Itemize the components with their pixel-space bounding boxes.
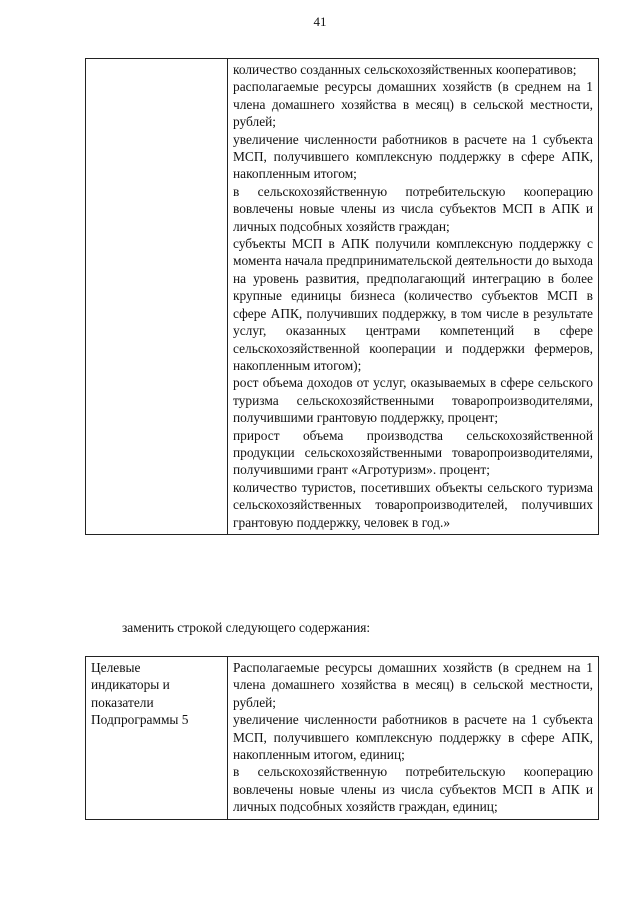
indicator-item: количество созданных сельскохозяйственных кооперативов;: [233, 62, 577, 77]
indicators-table-new: [85, 656, 599, 820]
indicator-item: количество туристов, посетивших объекты сельского туризма сельскохозяйственных товаропроизводителей, получивших грантовую поддержку, человек в год.»: [233, 479, 593, 530]
table-row: [86, 59, 599, 535]
row-heading-line: Целевые: [91, 660, 141, 675]
indicator-item: в сельскохозяйственную потребительскую кооперацию вовлечены новые члены из числа субъектов МСП в АПК и личных подсобных хозяйств граждан, единиц;: [233, 764, 593, 815]
page-number: 41: [313, 14, 327, 29]
table-right-cell: [228, 657, 599, 820]
indicators-table-old: [85, 58, 599, 535]
row-heading-line: индикаторы и: [91, 677, 170, 693]
indicator-item: рост объема доходов от услуг, оказываемых в сфере сельского туризма сельскохозяйственными товаропроизводителями, получившими грантовую поддержку, процент;: [233, 375, 593, 426]
indicator-item: субъекты МСП в АПК получили комплексную поддержку с момента начала предпринимательской деятельности до выхода на уровень развития, предполагающий интеграцию в более крупные единицы бизнеса (количество субъектов МСП в сфере АПК, получивших поддержку, в том числе в результате услуг, оказанных центрами компетенций в сфере сельскохозяйственной кооперации и поддержки фермеров, накопленным итогом);: [233, 236, 593, 373]
indicator-item: располагаемые ресурсы домашних хозяйств (в среднем на 1 члена домашнего хозяйства в месяц) в сельской местности, рублей;: [233, 79, 593, 130]
indicator-item: Располагаемые ресурсы домашних хозяйств (в среднем на 1 члена домашнего хозяйства в месяц) в сельской местности, рублей;: [233, 660, 593, 710]
indicator-item: увеличение численности работников в расчете на 1 субъекта МСП, получившего комплексную поддержку в сфере АПК, накопленным итогом;: [233, 131, 593, 182]
row-heading-line: показатели: [91, 694, 154, 710]
table-right-cell: [228, 59, 599, 535]
table-left-cell: [86, 59, 228, 535]
table-row: [86, 657, 599, 820]
indicator-item: увеличение численности работников в расчете на 1 субъекта МСП, получившего комплексную поддержку в сфере АПК, накопленным итогом, единиц;: [233, 712, 593, 763]
row-heading-line: Подпрограммы 5: [91, 712, 189, 728]
replacement-instruction: заменить строкой следующего содержания:: [122, 620, 371, 635]
indicator-item: в сельскохозяйственную потребительскую кооперацию вовлечены новые члены из числа субъектов МСП в АПК и личных подсобных хозяйств граждан;: [233, 183, 593, 234]
indicator-item: прирост объема производства сельскохозяйственной продукции сельскохозяйственными товаропроизводителями, получившими грант «Агротуризм». процент;: [233, 427, 593, 478]
table-left-cell: [86, 657, 228, 820]
